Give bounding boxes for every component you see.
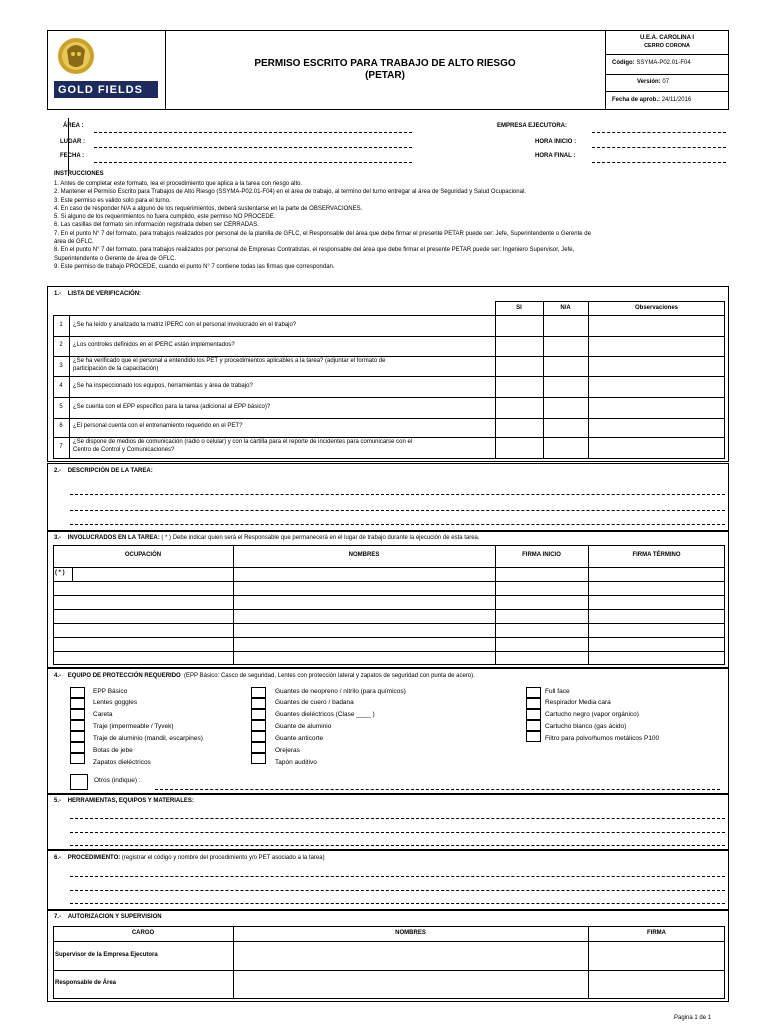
col-nombres-auth: NOMBRES <box>395 930 426 936</box>
col-firma: FIRMA <box>647 930 666 936</box>
checkbox-cartucho-negro[interactable] <box>526 709 541 720</box>
empresa-field[interactable] <box>592 132 726 133</box>
procedure-line[interactable] <box>70 876 725 877</box>
epp-item-label: Guantes dieléctricos (Clase ____ ) <box>275 711 375 718</box>
col-cargo: CARGO <box>131 930 155 936</box>
checkbox-tapon-auditivo[interactable] <box>251 753 266 764</box>
checkbox-traje[interactable] <box>70 720 85 731</box>
description-line[interactable] <box>70 494 725 495</box>
gold-fields-logo <box>52 34 160 104</box>
tools-line[interactable] <box>70 818 725 819</box>
description-line[interactable] <box>70 524 725 525</box>
area-field[interactable] <box>94 132 412 133</box>
epp-item-label: Guante anticorte <box>275 735 324 742</box>
section5-title: 5.- HERRAMIENTAS, EQUIPOS Y MATERIALES: <box>54 798 194 804</box>
involved-table <box>53 545 725 665</box>
supervisor-label: Supervisor de la Empresa Ejecutora <box>55 952 158 958</box>
section4-box <box>47 668 729 794</box>
instructions-title: INSTRUCCIONES <box>54 171 104 177</box>
otros-label: Otros (indique) : <box>94 777 141 784</box>
checkbox-zapatos-dielectricos[interactable] <box>70 753 85 764</box>
codigo-row: Código: SSYMA-P02.01-F04 <box>612 60 691 66</box>
epp-item-label: Orejeras <box>275 747 300 754</box>
instructions-list: 1. Antes de completar este formato, lea el procedimiento que aplica a la tarea con riesgo alto. 2. Mantener el Permiso Escrito para Trabajos de Alto Riesgo (SSYMA-P02.01-F04) en el área de trabajo, al termino del turno entregar al área de Seguridad y Salud Ocupacional. 3. Este permiso es valido solo para el turno. 4. En caso de responder N/A a alguno de los requerimientos, deberá sustentarse en la parte de OBSERVACIONES. 5. Si alguno de los requerimientos no fuera cumplido, este permiso NO PROCEDE. 6. Las casillas del formato sin información registrada deben ser CERRADAS. 7. En el punto N° 7 del formato, para trabajos realizados por personal de la planilla de GFLC, el Responsable del área que debe firmar el presente PETAR puede ser: Jefe, Superintendente o Gerente de área de GFLC. 8. En el punto N° 7 del formato, para trabajos realizados por personal de Empresas Contratistas, el responsable del área que debe firmar el presente PETAR puede ser: Ingeniero Supervisor, Jefe, Superintendente o Gerente de área de GFLC. 9. Este permiso de trabajo PROCEDE, cuando el punto N° 7 contiene todas las firmas que correspondan. <box>54 181 591 270</box>
epp-item-label: Respirador Media cara <box>545 699 611 706</box>
procedure-line[interactable] <box>70 890 725 891</box>
epp-item-label: Cartucho negro (vapor orgánico) <box>545 711 639 718</box>
section1-title: 1.- LISTA DE VERIFICACIÓN: <box>54 291 142 297</box>
tools-line[interactable] <box>70 832 725 833</box>
col-ocupacion: OCUPACIÓN <box>124 552 162 558</box>
epp-item-label: Botas de jebe <box>93 747 133 754</box>
lugar-field[interactable] <box>94 147 412 148</box>
procedure-line[interactable] <box>70 903 725 904</box>
checkbox-lentes-goggles[interactable] <box>70 698 85 709</box>
col-firma-inicio: FIRMA INICIO <box>522 552 561 558</box>
checkbox-traje-aluminio[interactable] <box>70 731 85 742</box>
authorization-table <box>53 926 725 999</box>
fecha-label: FECHA : <box>60 153 85 159</box>
epp-item-label: EPP Básico <box>93 688 128 695</box>
checkbox-guantes-cuero[interactable] <box>251 698 266 709</box>
fecha-field[interactable] <box>94 162 412 163</box>
lugar-label: LUGAR : <box>60 139 86 145</box>
checkbox-guantes-neopreno[interactable] <box>251 687 266 698</box>
epp-item-label: Traje (impermeable / Tyvek) <box>93 723 174 730</box>
hora-inicio-label: HORA INICIO : <box>535 139 577 145</box>
epp-item-label: Filtro para polvo/humos metálicos P100 <box>545 735 660 742</box>
col-observaciones: Observaciones <box>634 305 679 311</box>
col-nombres: NOMBRES <box>348 552 380 558</box>
uea-label: U.E.A. CAROLINA I <box>639 35 695 41</box>
epp-item-label: Full face <box>545 688 570 695</box>
epp-item-label: Cartucho blanco (gas ácido) <box>545 723 627 730</box>
col-na: N/A <box>560 305 571 311</box>
hora-final-label: HORA FINAL : <box>535 153 576 159</box>
cerro-label: CERRO CORONA <box>644 43 690 49</box>
checkbox-otros[interactable] <box>70 774 88 790</box>
checkbox-full-face[interactable] <box>526 687 541 698</box>
responsable-label: Responsable de Área <box>55 980 117 986</box>
epp-item-label: Guantes de neopreno / nitrilo (para químicos) <box>275 688 406 695</box>
section7-title: 7.- AUTORIZACION Y SUPERVISION <box>54 914 162 920</box>
otros-field[interactable] <box>155 789 720 790</box>
checkbox-guantes-dielectricos[interactable] <box>251 709 266 720</box>
page-number: Pagina 1 de 1 <box>674 1015 712 1021</box>
section4-title: 4.- EQUIPO DE PROTECCIÓN REQUERIDO (EPP Básico: Casco de seguridad, Lentes con protección lateral y zapatos de seguridad con punta de acero). <box>54 673 475 679</box>
epp-item-label: Traje de aluminio (mandil, escarpines) <box>93 735 203 742</box>
section6-title: 6.- PROCEDIMIENTO: (registrar el código y nombre del procedimiento y/o PET asociado a la tarea) <box>54 855 325 861</box>
form-subtitle: (PETAR) <box>365 70 405 81</box>
checkbox-orejeras[interactable] <box>251 742 266 753</box>
col-si: SI <box>516 305 522 311</box>
checkbox-epp-basico[interactable] <box>70 687 85 698</box>
fecha-aprob-row: Fecha de aprob.: 24/11/2016 <box>612 97 692 103</box>
checkbox-guante-anticorte[interactable] <box>251 731 266 742</box>
epp-item-label: Careta <box>93 711 113 718</box>
checkbox-filtro-p100[interactable] <box>526 731 541 742</box>
epp-item-label: Tapón auditivo <box>275 759 317 766</box>
epp-item-label: Guantes de cuero / badana <box>275 699 354 706</box>
empresa-label: EMPRESA EJECUTORA: <box>497 123 568 129</box>
checkbox-cartucho-blanco[interactable] <box>526 720 541 731</box>
hora-inicio-field[interactable] <box>592 147 726 148</box>
tools-line[interactable] <box>70 845 725 846</box>
checkbox-botas-jebe[interactable] <box>70 742 85 753</box>
responsible-mark: ( * ) <box>55 570 65 576</box>
description-line[interactable] <box>70 510 725 511</box>
form-title: PERMISO ESCRITO PARA TRABAJO DE ALTO RIESGO <box>254 58 516 69</box>
logo-text: GOLD FIELDS <box>58 84 143 96</box>
epp-item-label: Guante de aluminio <box>275 723 332 730</box>
checkbox-respirador-media-cara[interactable] <box>526 698 541 709</box>
col-firma-termino: FIRMA TÉRMINO <box>632 552 681 558</box>
checkbox-careta[interactable] <box>70 709 85 720</box>
version-row: Versión: 07 <box>637 79 670 85</box>
hora-final-field[interactable] <box>592 162 726 163</box>
checkbox-guante-aluminio[interactable] <box>251 720 266 731</box>
section2-title: 2.- DESCRIPCIÓN DE LA TAREA: <box>54 468 153 474</box>
section3-title: 3.- INVOLUCRADOS EN LA TAREA: ( * ) Debe indicar quien será el Responsable que permanecerá en el lugar de trabajo durante la ejecución de esta tarea. <box>54 535 480 541</box>
epp-item-label: Zapatos dieléctricos <box>93 759 151 766</box>
area-label: ÁREA : <box>63 123 84 129</box>
epp-item-label: Lentes goggles <box>93 699 138 706</box>
